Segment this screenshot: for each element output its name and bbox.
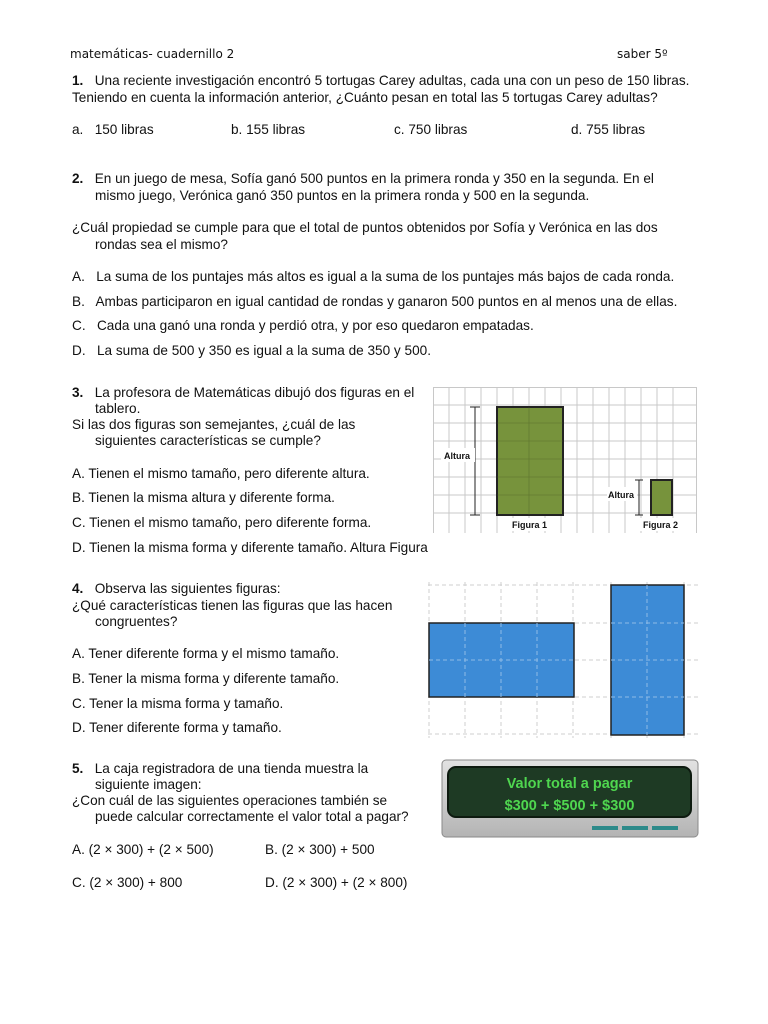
q5-option-c[interactable]: C. (2 × 300) + 800 — [72, 875, 183, 890]
q5-text: La caja registradora de una tienda muestra la — [94, 761, 369, 776]
q5-line4: puede calcular correctamente el valor total a pagar? — [95, 809, 409, 824]
q1-line2: Teniendo en cuenta la información anterior, ¿Cuánto pesan en total las 5 tortugas Carey adultas? — [72, 90, 658, 105]
q3-option-b[interactable]: B. Tienen la misma altura y diferente forma. — [72, 490, 335, 505]
q3-line4: siguientes características se cumple? — [95, 433, 321, 448]
q2-text: En un juego de mesa, Sofía ganó 500 puntos en la primera ronda y 350 en la segunda. En el — [94, 171, 654, 186]
header-title: matemáticas- cuadernillo 2 — [70, 47, 235, 61]
q3-option-a[interactable]: A. Tienen el mismo tamaño, pero diferente altura. — [72, 466, 370, 481]
q2-option-a[interactable]: A. La suma de los puntajes más altos es igual a la suma de los puntajes más bajos de cada ronda. — [72, 269, 675, 284]
register-title: Valor total a pagar — [506, 776, 633, 792]
q4-text: Observa las siguientes figuras: — [94, 581, 281, 596]
q3-number: 3. — [72, 385, 84, 400]
register-amount: $300 + $500 + $300 — [504, 798, 635, 814]
header-grade: saber 5º — [617, 47, 668, 61]
q3-line2: tablero. — [95, 401, 141, 416]
q4-option-a[interactable]: A. Tener diferente forma y el mismo tamaño. — [72, 646, 340, 661]
q2-option-c[interactable]: C. Cada una ganó una ronda y perdió otra, y por eso quedaron empatadas. — [72, 318, 534, 333]
q5-option-a[interactable]: A. (2 × 300) + (2 × 500) — [72, 842, 214, 857]
q2-question-line2: rondas sea el mismo? — [95, 237, 228, 252]
q4-line2: ¿Qué características tienen las figuras que las hacen — [72, 598, 393, 613]
q4-line3: congruentes? — [95, 614, 178, 629]
altura-label-1: Altura — [444, 451, 471, 461]
register-key-2 — [622, 826, 648, 830]
q4-option-d[interactable]: D. Tener diferente forma y tamaño. — [72, 720, 282, 735]
q4-option-b[interactable]: B. Tener la misma forma y diferente tamaño. — [72, 671, 340, 686]
cash-register-display — [441, 759, 699, 839]
q2-option-b[interactable]: B. Ambas participaron en igual cantidad de rondas y ganaron 500 puntos en al menos una de ellas. — [72, 294, 678, 309]
q3-line3: Si las dos figuras son semejantes, ¿cuál de las — [72, 417, 356, 432]
q5-option-b[interactable]: B. (2 × 300) + 500 — [265, 842, 375, 857]
q2-option-d[interactable]: D. La suma de 500 y 350 es igual a la suma de 350 y 500. — [72, 343, 431, 358]
q1-option-b[interactable]: b. 155 libras — [231, 122, 306, 137]
figura-2-label: Figura 2 — [643, 520, 679, 530]
q3-similar-figures — [433, 387, 697, 533]
q5-number: 5. — [72, 761, 84, 776]
q1-number: 1. — [72, 73, 84, 88]
q3-line1 — [72, 385, 414, 401]
q1-line1 — [72, 73, 689, 89]
q4-option-c[interactable]: C. Tener la misma forma y tamaño. — [72, 696, 284, 711]
q3-option-c[interactable]: C. Tienen el mismo tamaño, pero diferente forma. — [72, 515, 372, 530]
q1-option-c[interactable]: c. 750 libras — [394, 122, 468, 137]
q5-line3: ¿Con cuál de las siguientes operaciones también se — [72, 793, 388, 808]
q3-option-d[interactable]: D. Tienen la misma forma y diferente tamaño. Altura Figura — [72, 540, 428, 555]
q5-option-d[interactable]: D. (2 × 300) + (2 × 800) — [265, 875, 408, 890]
q1-option-a[interactable]: a. 150 libras — [72, 122, 154, 137]
q4-number: 4. — [72, 581, 84, 596]
q4-line1 — [72, 581, 281, 597]
q2-number: 2. — [72, 171, 84, 186]
q1-option-d[interactable]: d. 755 libras — [571, 122, 646, 137]
q2-question-line1: ¿Cuál propiedad se cumple para que el total de puntos obtenidos por Sofía y Verónica en las dos — [72, 220, 658, 235]
q5-line1 — [72, 761, 368, 777]
q2-line1 — [72, 171, 654, 187]
q4-congruent-figures — [428, 582, 698, 738]
figura-2-rect — [651, 480, 672, 515]
q3-text: La profesora de Matemáticas dibujó dos figuras en el — [94, 385, 415, 400]
altura-label-2: Altura — [608, 490, 635, 500]
q1-text: Una reciente investigación encontró 5 tortugas Carey adultas, cada una con un peso de 150 libras. — [94, 73, 690, 88]
register-key-1 — [592, 826, 618, 830]
register-key-3 — [652, 826, 678, 830]
q2-line2: mismo juego, Verónica ganó 350 puntos en la primera ronda y 500 en la segunda. — [95, 188, 590, 203]
figura-1-label: Figura 1 — [512, 520, 548, 530]
q5-line2: siguiente imagen: — [95, 777, 202, 792]
